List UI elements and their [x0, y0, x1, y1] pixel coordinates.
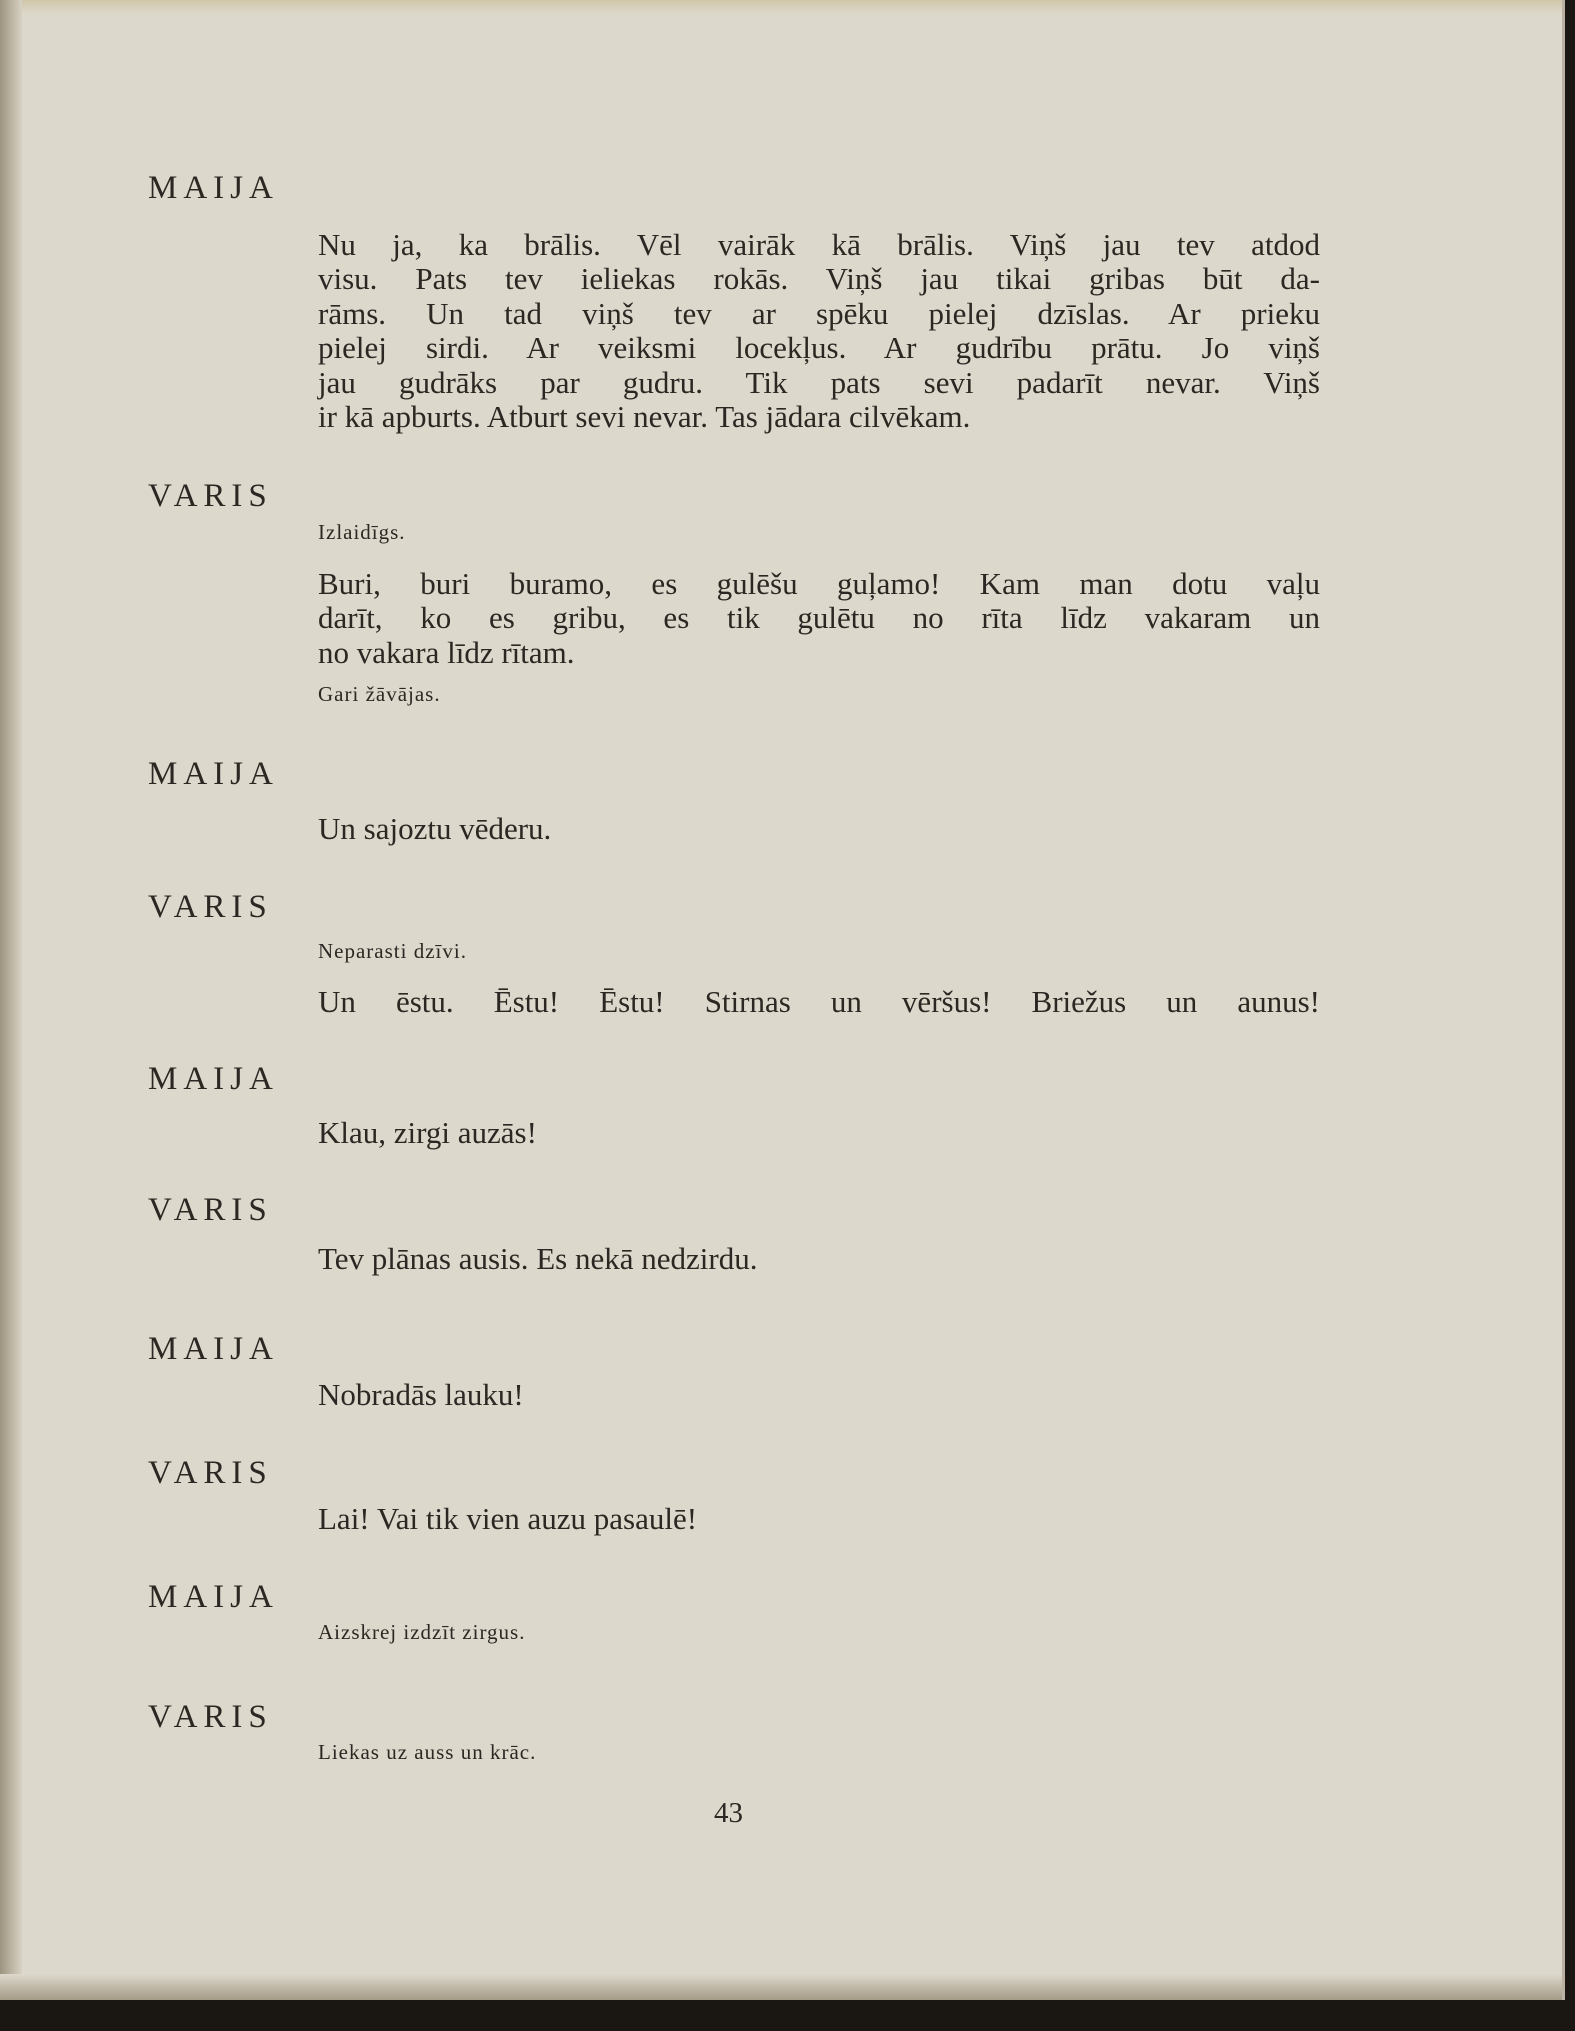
stage-direction: Aizskrej izdzīt zirgus. [318, 1620, 526, 1644]
dialogue-line: pielej sirdi. Ar veiksmi locekļus. Ar gudrību prātu. Jo viņš [318, 330, 1320, 366]
speaker-name: VARIS [148, 1699, 273, 1735]
dialogue-line: Nobradās lauku! [318, 1377, 524, 1412]
dialogue-line: visu. Pats tev ieliekas rokās. Viņš jau tikai gribas būt da- [318, 261, 1320, 297]
dialogue-line [318, 985, 1320, 1019]
dialogue-text [318, 228, 1320, 434]
dialogue-line: Buri, buri buramo, es gulēšu guļamo! Kam man dotu vaļu [318, 566, 1320, 601]
dialogue-line: Un sajoztu vēderu. [318, 811, 552, 846]
dialogue-line: Tev plānas ausis. Es nekā nedzirdu. [318, 1241, 758, 1276]
speaker-name: VARIS [148, 478, 273, 514]
page-number: 43 [714, 1797, 743, 1829]
dialogue-line: Klau, zirgi auzās! [318, 1115, 537, 1150]
stage-direction: Liekas uz auss un krāc. [318, 1740, 537, 1764]
speaker-name: MAIJA [148, 756, 279, 792]
page-top-edge [0, 0, 1562, 14]
page-bottom-edge [0, 1974, 1562, 2000]
speaker-name: MAIJA [148, 1579, 279, 1615]
dialogue-line: jau gudrāks par gudru. Tik pats sevi padarīt nevar. Viņš [318, 364, 1320, 400]
page-binding-edge [0, 0, 22, 2000]
dialogue-line: ir kā apburts. Atburt sevi nevar. Tas jādara cilvēkam. [318, 399, 971, 435]
dialogue-line: Nu ja, ka brālis. Vēl vairāk kā brālis. Viņš jau tev atdod [318, 227, 1320, 262]
dialogue-text [318, 567, 1320, 670]
speaker-name: VARIS [148, 1192, 273, 1228]
speaker-name: MAIJA [148, 170, 279, 206]
speaker-name: MAIJA [148, 1331, 279, 1367]
dialogue-line: Lai! Vai tik vien auzu pasaulē! [318, 1501, 698, 1536]
stage-direction: Gari žāvājas. [318, 682, 441, 706]
dialogue-line-text: Un ēstu. Ēstu! Ēstu! Stirnas un vēršus! Briežus un aunus! [318, 984, 1320, 1019]
dialogue-line: rāms. Un tad viņš tev ar spēku pielej dzīslas. Ar prieku [318, 295, 1320, 331]
dialogue-line: darīt, ko es gribu, es tik gulētu no rīta līdz vakaram un [318, 600, 1320, 636]
stage-direction: Izlaidīgs. [318, 520, 406, 544]
dialogue-line: no vakara līdz rītam. [318, 634, 575, 670]
stage-direction: Neparasti dzīvi. [318, 939, 467, 963]
speaker-name: VARIS [148, 1455, 273, 1491]
speaker-name: MAIJA [148, 1061, 279, 1097]
speaker-name: VARIS [148, 889, 273, 925]
